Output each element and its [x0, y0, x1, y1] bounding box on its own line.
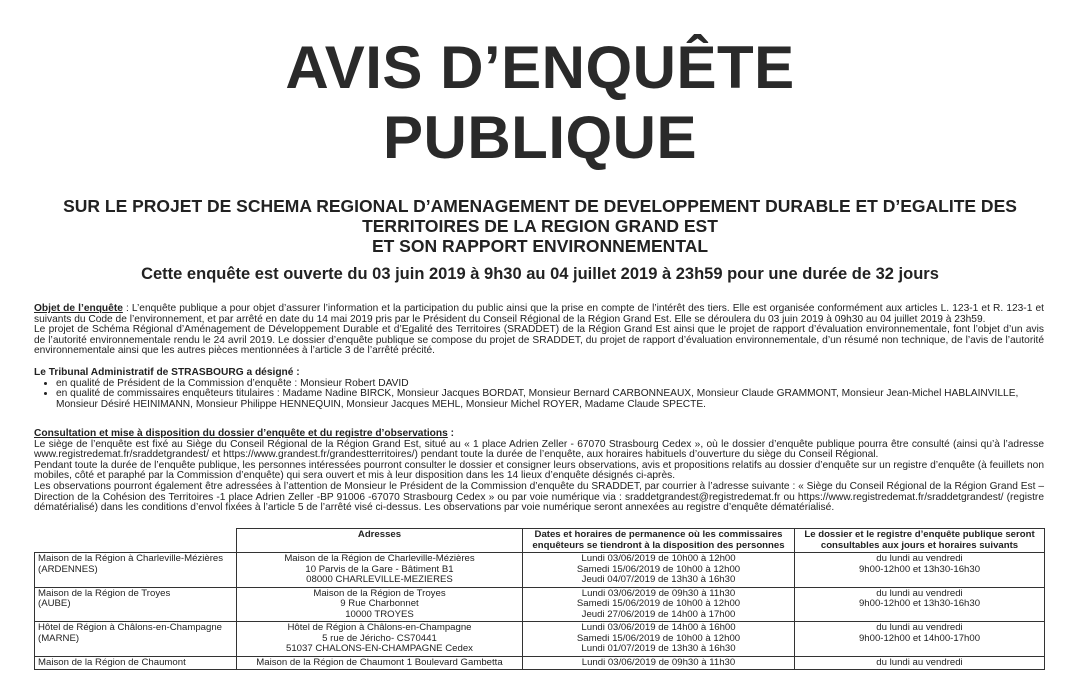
subtitle-line-3: ET SON RAPPORT ENVIRONNEMENTAL — [371, 236, 709, 256]
cell-adresse-line: Hôtel de Région à Châlons-en-Champagne — [287, 622, 472, 633]
cell-horaires-line: du lundi au vendredi — [876, 553, 963, 564]
objet-text-1: : L’enquête publique a pour objet d’assurer l’information et la participation du public ainsi que la prise en compte de l’intérêt des tiers. Elle est organisée conformément aux articles L. 123-1 et R. 123-1 et suivants du Code de l’environnement, et par arrêté en date du 14 mai 2019 pris par le Président du Conseil Régional de la Région Grand Est. Elle se déroulera du 03 juin 2019 à 09h30 au 04 juillet 2019 à 23h59. — [34, 303, 1044, 325]
cell-lieu-line: Maison de la Région à Charleville-Mézières — [38, 553, 224, 564]
cell-adresse-line: Maison de la Région de Troyes — [313, 587, 446, 599]
table-row — [35, 553, 1045, 588]
tribunal-item-president: • en qualité de Président de la Commission d’enquête : Monsieur Robert DAVID — [56, 379, 1044, 390]
consultation-paragraph-2: Pendant toute la durée de l’enquête publique, les personnes intéressées pourront consulter le dossier et consigner leurs observations, avis et propositions relatifs au dossier d’enquête sur un registre d’enquête (à feuillets non mobiles, côté et paraphé par la Commission d’enquête) qui sera ouvert et mis à leur disposition dans les 14 lieux d’enquête désignés ci-après. — [34, 459, 1044, 482]
cell-adresse — [237, 622, 523, 657]
cell-permanences-line: Lundi 03/06/2019 de 09h30 à 11h30 — [581, 587, 736, 599]
enquiry-dates: Cette enquête est ouverte du 03 juin 2019 à 9h30 au 04 juillet 2019 à 23h59 pour une durée de 32 jours — [141, 265, 939, 283]
objet-paragraph-1 — [34, 304, 1044, 325]
cell-adresse-line: Maison de la Région de Chaumont 1 Boulevard Gambetta — [256, 656, 503, 668]
table-header-row — [35, 529, 1045, 553]
cell-horaires-line: 9h00-12h00 et 14h00-17h00 — [858, 632, 981, 644]
tribunal-item-commissaires: • en qualité de commissaires enquêteurs titulaires : Madame Nadine BIRCK, Monsieur Jacques BORDAT, Monsieur Bernard CARBONNEAUX, Monsieur Claude GRAMMONT, Monsieur Jean-Michel HABLAINVILLE, Monsieur Désiré HEINIMANN, Monsieur Philippe HENNEQUIN, Monsieur Jacques MEHL, Monsieur Michel ROYER, Madame Claude SPECTE. — [56, 389, 1044, 410]
cell-permanences-line: Lundi 03/06/2019 de 09h30 à 11h30 — [581, 656, 736, 668]
cell-lieu-line: (MARNE) — [38, 632, 80, 644]
cell-horaires-line: 9h00-12h00 et 13h30-16h30 — [858, 563, 981, 575]
cell-horaires — [795, 587, 1045, 622]
cell-permanences-line: Jeudi 27/06/2019 de 14h00 à 17h00 — [581, 608, 736, 620]
cell-permanences-line: Samedi 15/06/2019 de 10h00 à 12h00 — [576, 563, 741, 575]
cell-adresse — [237, 656, 523, 670]
cell-lieu-line: Maison de la Région de Troyes — [38, 587, 171, 599]
cell-adresse-line: 5 rue de Jéricho- CS70441 — [322, 632, 437, 644]
cell-lieu-line: Hôtel de Région à Châlons-en-Champagne — [38, 622, 222, 633]
header-adresses: Adresses — [237, 529, 523, 553]
cell-lieu-line: Maison de la Région de Chaumont — [38, 656, 186, 668]
tribunal-list — [34, 379, 1044, 411]
title-line-1: AVIS D’ENQUÊTE — [285, 34, 795, 101]
cell-horaires-line: du lundi au vendredi — [876, 656, 963, 668]
subtitle-line-1: SUR LE PROJET DE SCHEMA REGIONAL D’AMENAGEMENT DE DEVELOPPEMENT DURABLE ET D’EGALITE DES — [63, 196, 1017, 216]
objet-section — [34, 304, 1044, 357]
cell-permanences-line: Samedi 15/06/2019 de 10h00 à 12h00 — [576, 598, 741, 609]
cell-lieu — [35, 622, 237, 657]
cell-permanences-line: Lundi 03/06/2019 de 10h00 à 12h00 — [581, 553, 736, 564]
consultation-heading-line — [34, 429, 1044, 440]
header-permanences: Dates et horaires de permanence où les commissaires enquêteurs se tiendront à la disposition des personnes — [523, 529, 795, 553]
cell-horaires-line: 9h00-12h00 et 13h30-16h30 — [858, 598, 981, 609]
cell-permanences-line: Lundi 03/06/2019 de 14h00 à 16h00 — [581, 622, 736, 633]
cell-permanences-line: Samedi 15/06/2019 de 10h00 à 12h00 — [576, 632, 741, 644]
cell-permanences — [523, 587, 795, 622]
cell-horaires — [795, 622, 1045, 657]
table-body — [35, 553, 1045, 670]
cell-adresse — [237, 587, 523, 622]
cell-horaires-line: du lundi au vendredi — [876, 587, 963, 599]
cell-lieu — [35, 656, 237, 670]
cell-adresse — [237, 553, 523, 588]
tribunal-heading: Le Tribunal Administratif de STRASBOURG a désigné : — [34, 367, 300, 378]
cell-adresse-line: Maison de la Région de Charleville-Mézières — [284, 553, 475, 564]
objet-heading: Objet de l’enquête — [34, 303, 123, 314]
cell-permanences — [523, 553, 795, 588]
cell-lieu-line: (AUBE) — [38, 598, 71, 609]
tribunal-section — [34, 368, 1044, 410]
header-lieu — [35, 529, 237, 553]
consultation-heading: Consultation et mise à disposition du dossier d’enquête et du registre d’observations — [34, 428, 448, 439]
cell-horaires — [795, 656, 1045, 670]
objet-paragraph-2: Le projet de Schéma Régional d’Aménagement de Développement Durable et d’Egalité des Territoires (SRADDET) de la Région Grand Est ainsi que le projet de rapport d’évaluation environnementale, font l’objet d’un avis de l’autorité environnementale rendu le 24 avril 2019. Le dossier d’enquête publique se compose du projet de SRADDET, du projet de rapport d’évaluation environnementale, d’un résumé non technique, de l’avis de l’autorité environnementale ainsi que les autres pièces mentionnées à l’article 3 de l’arrêté précité. — [34, 324, 1044, 357]
locations-table — [34, 528, 1045, 670]
cell-permanences-line: Jeudi 04/07/2019 de 13h30 à 16h30 — [581, 574, 736, 585]
cell-adresse-line: 9 Rue Charbonnet — [340, 598, 419, 609]
consultation-paragraph-1: Le siège de l’enquête est fixé au Siège du Conseil Régional de la Région Grand Est, situé au « 1 place Adrien Zeller - 67070 Strasbourg Cedex », où le dossier d’enquête publique pourra être consulté (ainsi qu’à l’adresse www.registredemat.fr/sraddetgrandest/ et https://www.grandest.fr/grandestterritoires/) pendant toute la durée de l’enquête, aux horaires habituels d’ouverture du siège du Conseil Régional. — [34, 438, 1044, 461]
cell-horaires — [795, 553, 1045, 588]
cell-adresse-line: 10 Parvis de la Gare - Bâtiment B1 — [305, 563, 454, 575]
consultation-paragraph-3: Les observations pourront également être adressées à l’attention de Monsieur le Président de la Commission d’enquête du SRADDET, par courrier à l’adresse suivante : « Siège du Conseil Régional de la Région Grand Est – Direction de la Cohésion des Territoires -1 place Adrien Zeller -BP 91006 -67070 Strasbourg Cedex » ou par voie numérique via : sraddetgrandest@registredemat.fr ou https://www.registredemat.fr/sraddetgrandest/ (registre dématérialisé) dans les conditions d’envol fixées à l’article 5 de l’arrêté visé ci-dessus. Les observations par voie numérique seront annexées au registre d’enquête dématérialisé. — [34, 480, 1044, 514]
cell-lieu-line: (ARDENNES) — [38, 563, 98, 575]
cell-permanences — [523, 622, 795, 657]
table-row — [35, 656, 1045, 670]
cell-lieu — [35, 553, 237, 588]
header-horaires: Le dossier et le registre d’enquête publique seront consultables aux jours et horaires suivants — [795, 529, 1045, 553]
cell-horaires-line: du lundi au vendredi — [876, 622, 963, 633]
cell-adresse-line: 10000 TROYES — [345, 608, 414, 620]
table-row — [35, 587, 1045, 622]
subtitle-line-2: TERRITOIRES DE LA REGION GRAND EST — [362, 216, 718, 236]
cell-adresse-line: 51037 CHALONS-EN-CHAMPAGNE Cedex — [286, 643, 473, 654]
consultation-heading-suffix: : — [447, 428, 455, 439]
cell-adresse-line: 08000 CHARLEVILLE-MEZIERES — [306, 574, 453, 585]
title-line-2: PUBLIQUE — [382, 104, 698, 171]
consultation-section — [34, 429, 1044, 514]
cell-lieu — [35, 587, 237, 622]
table-row — [35, 622, 1045, 657]
cell-permanences-line: Lundi 01/07/2019 de 13h30 à 16h30 — [581, 643, 736, 654]
cell-permanences — [523, 656, 795, 670]
